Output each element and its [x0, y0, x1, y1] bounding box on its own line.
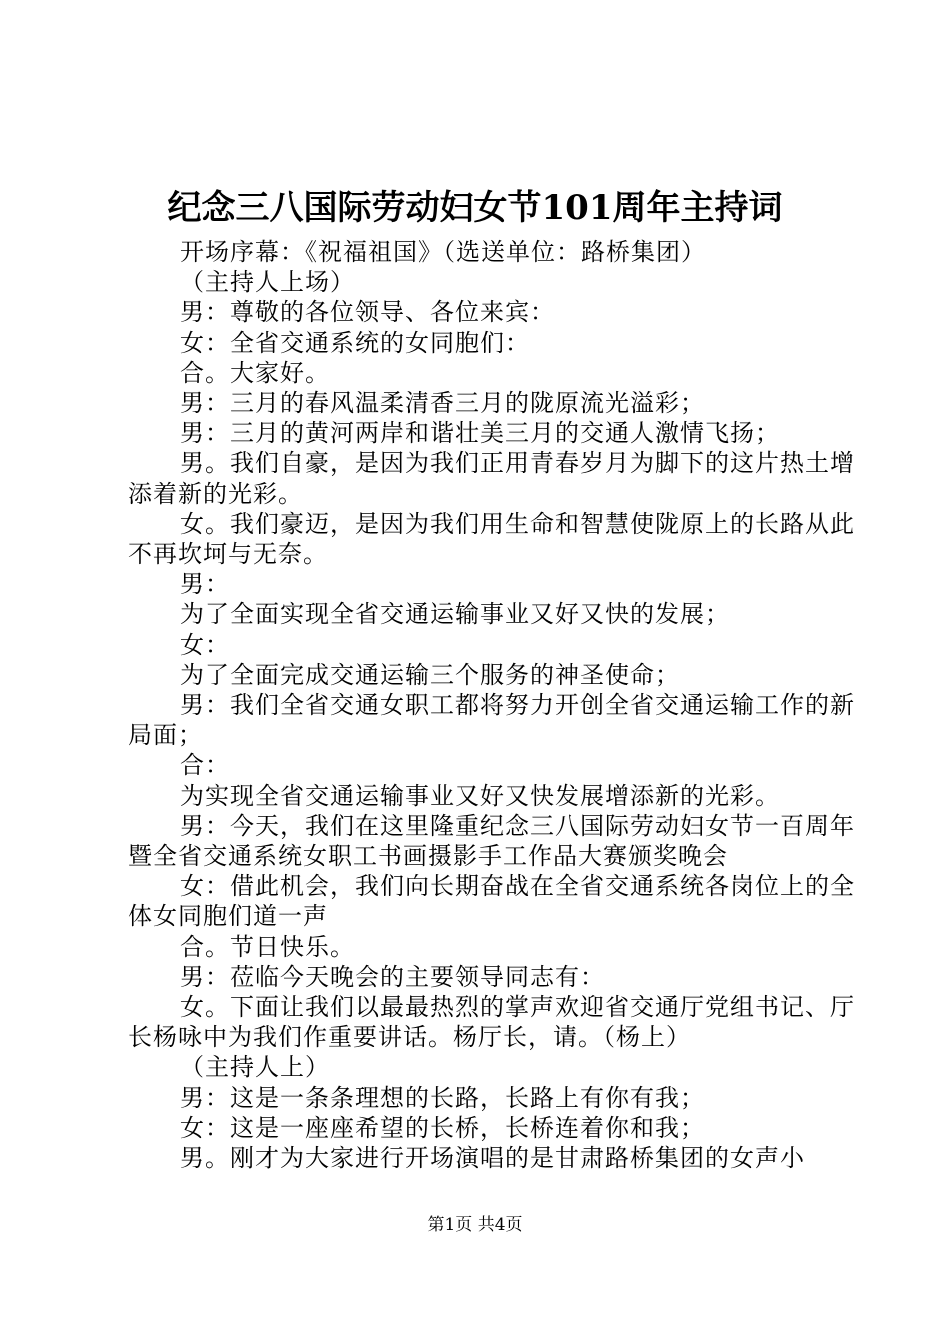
- paragraph: 女。下面让我们以最最热烈的掌声欢迎省交通厅党组书记、厅长杨咏中为我们作重要讲话。杨厅长，请。（杨上）: [128, 993, 855, 1052]
- paragraph: 男：三月的春风温柔清香三月的陇原流光溢彩；: [180, 389, 705, 418]
- paragraph: 男：这是一条条理想的长路，长路上有你有我；: [180, 1083, 705, 1112]
- paragraph: 女：: [180, 630, 230, 659]
- paragraph: 男：今天，我们在这里隆重纪念三八国际劳动妇女节一百周年暨全省交通系统女职工书画摄影手工作品大赛颁奖晚会: [128, 811, 855, 871]
- paragraph: 合。节日快乐。: [180, 932, 355, 961]
- page-footer: 第1页 共4页: [427, 1215, 523, 1235]
- paragraph: 女：这是一座座希望的长桥，长桥连着你和我；: [180, 1113, 705, 1142]
- paragraph: 男：: [180, 570, 230, 599]
- paragraph: 男：尊敬的各位领导、各位来宾：: [180, 298, 555, 327]
- document-title: 纪念三八国际劳动妇女节101周年主持词: [167, 188, 783, 228]
- paragraph: 合。大家好。: [180, 358, 330, 387]
- paragraph: 为了全面完成交通运输三个服务的神圣使命；: [180, 660, 680, 689]
- document-body: [128, 237, 858, 1173]
- paragraph: 开场序幕：《祝福祖国》（选送单位：路桥集团）: [180, 238, 706, 266]
- paragraph: 女：全省交通系统的女同胞们：: [180, 328, 530, 357]
- paragraph: 为实现全省交通运输事业又好又快发展增添新的光彩。: [180, 781, 780, 810]
- paragraph: （主持人上）: [180, 1053, 330, 1082]
- paragraph: 男：莅临今天晚会的主要领导同志有：: [180, 962, 605, 991]
- paragraph: 女：借此机会，我们向长期奋战在全省交通系统各岗位上的全体女同胞们道一声: [128, 872, 855, 931]
- paragraph: 女。我们豪迈，是因为我们用生命和智慧使陇原上的长路从此不再坎坷与无奈。: [128, 509, 855, 569]
- paragraph: 男：三月的黄河两岸和谐壮美三月的交通人激情飞扬；: [180, 419, 780, 448]
- paragraph: 男。我们自豪，是因为我们正用青春岁月为脚下的这片热土增添着新的光彩。: [128, 449, 855, 508]
- paragraph: 合：: [180, 751, 230, 780]
- paragraph: 为了全面实现全省交通运输事业又好又快的发展；: [180, 600, 730, 629]
- paragraph: 男：我们全省交通女职工都将努力开创全省交通运输工作的新局面；: [128, 691, 855, 750]
- paragraph: 男。刚才为大家进行开场演唱的是甘肃路桥集团的女声小: [180, 1144, 805, 1173]
- paragraph: （主持人上场）: [180, 268, 355, 297]
